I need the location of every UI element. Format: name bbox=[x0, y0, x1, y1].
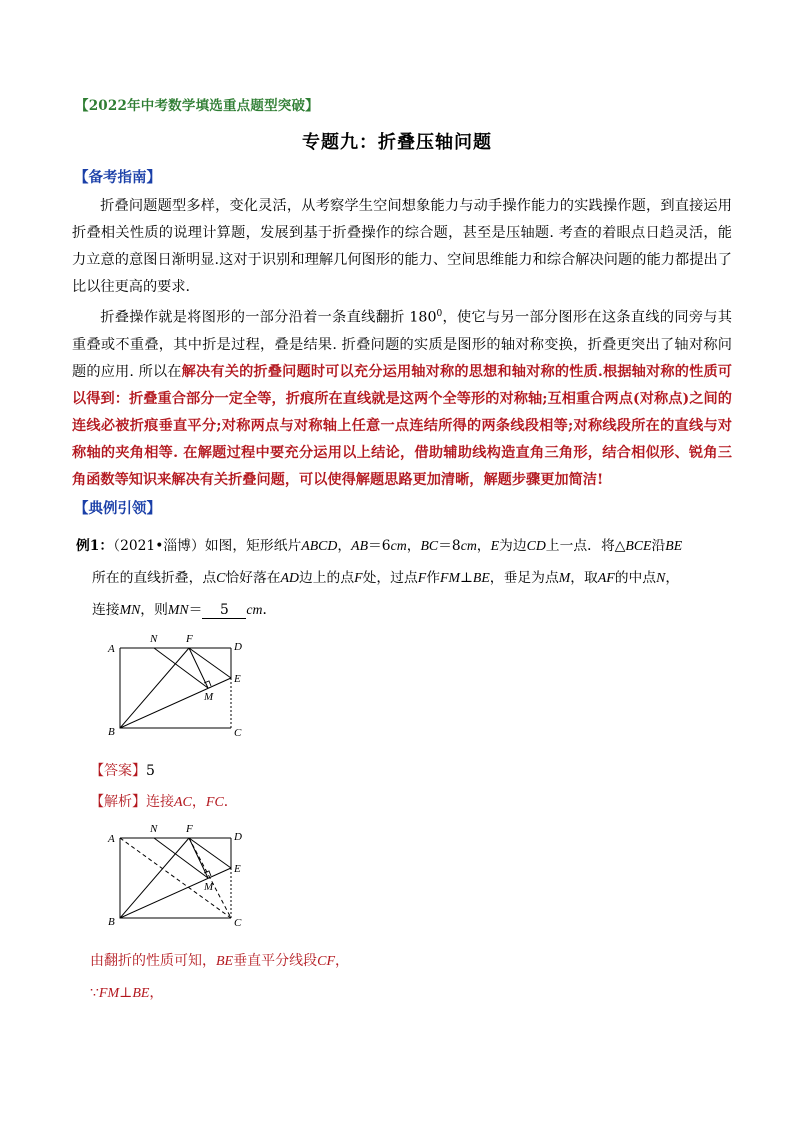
label-M: M bbox=[204, 691, 214, 703]
example-1-line-1: 例1：（2021•淄博）如图，矩形纸片ABCD，AB＝6cm，BC＝8cm，E为边CD上一点．将△BCE沿BE bbox=[76, 538, 683, 554]
guide-paragraph-2 bbox=[72, 301, 732, 494]
label-D: D bbox=[234, 641, 242, 653]
analysis-tag: 【解析】 bbox=[90, 794, 146, 810]
example-1-line-2: 所在的直线折叠，点C恰好落在AD边上的点F处，过点F作FM⊥BE，垂足为点M，取AF的中点N， bbox=[92, 570, 680, 586]
figure-2-with-diagonals bbox=[100, 818, 260, 930]
label-B: B bbox=[108, 726, 115, 738]
label-N: N bbox=[150, 823, 158, 835]
label-N: N bbox=[150, 633, 158, 645]
example-1-question bbox=[76, 530, 736, 626]
analysis-step-1: 由翻折的性质可知，BE垂直平分线段CF， bbox=[90, 953, 349, 969]
label-F: F bbox=[186, 633, 193, 645]
guide-paragraph-1 bbox=[72, 193, 732, 301]
analysis-line: 【解析】连接AC，FC． bbox=[90, 794, 238, 810]
degree-superscript: 0 bbox=[436, 309, 443, 319]
example-1-label: 例1： bbox=[76, 538, 114, 554]
label-F: F bbox=[186, 823, 193, 835]
guide-p2-text-b: ，使它与另一部分图形在这条直线的同旁与其重叠或不重叠，其中折是过程，叠是结果. 折叠问题的实质是图形的轴对称变换，折叠更突出了轴对称问题的应用. 所以在 bbox=[72, 309, 732, 380]
figure-1-rectangle-fold bbox=[100, 628, 260, 740]
analysis-step-2: ∵FM⊥BE， bbox=[90, 985, 164, 1001]
series-header: 【2022年中考数学填选重点题型突破】 bbox=[75, 98, 319, 114]
guide-heading: 【备考指南】 bbox=[74, 169, 161, 186]
answer-value: 5 bbox=[146, 763, 155, 779]
page-title: 专题九：折叠压轴问题 bbox=[302, 132, 492, 153]
answer-blank: 5 bbox=[202, 602, 246, 619]
label-C: C bbox=[234, 917, 242, 929]
label-E: E bbox=[234, 673, 241, 685]
answer-tag: 【答案】 bbox=[90, 763, 146, 779]
guide-p2-highlight: 解决有关的折叠问题时可以充分运用轴对称的思想和轴对称的性质.根据轴对称的性质可以得到：折叠重合部分一定全等，折痕所在直线就是这两个全等形的对称轴;互相重合两点(对称点)之间的连线必被折痕垂直平分;对称两点与对称轴上任意一点连结所得的两条线段相等;对称线段所在的直线与对称轴的夹角相等. 在解题过程中要充分运用以上结论，借助辅助线构造直角三角形，结合相似形、锐角三角函数等知识来解决有关折叠问题，可以使得解题思路更加清晰，解题步骤更加简洁! bbox=[72, 363, 732, 488]
label-M: M bbox=[204, 881, 214, 893]
example-1-line-3: 连接MN，则MN＝ 5 cm． bbox=[92, 602, 277, 618]
label-C: C bbox=[234, 727, 242, 739]
label-E: E bbox=[234, 863, 241, 875]
label-B: B bbox=[108, 916, 115, 928]
label-A: A bbox=[108, 833, 115, 845]
guide-p1-text: 折叠问题题型多样，变化灵活，从考察学生空间想象能力与动手操作能力的实践操作题，到直接运用折叠相关性质的说理计算题，发展到基于折叠操作的综合题，甚至是压轴题. 考查的着眼点日趋灵活，能力立意的意图日渐明显.这对于识别和理解几何图形的能力、空间思维能力和综合解决问题的能力都提出了比以往更高的要求. bbox=[72, 198, 732, 295]
label-A: A bbox=[108, 643, 115, 655]
label-D: D bbox=[234, 831, 242, 843]
guide-p2-text-a: 折叠操作就是将图形的一部分沿着一条直线翻折 180 bbox=[100, 309, 437, 326]
answer-line bbox=[90, 760, 155, 780]
examples-heading: 【典例引领】 bbox=[74, 500, 161, 517]
